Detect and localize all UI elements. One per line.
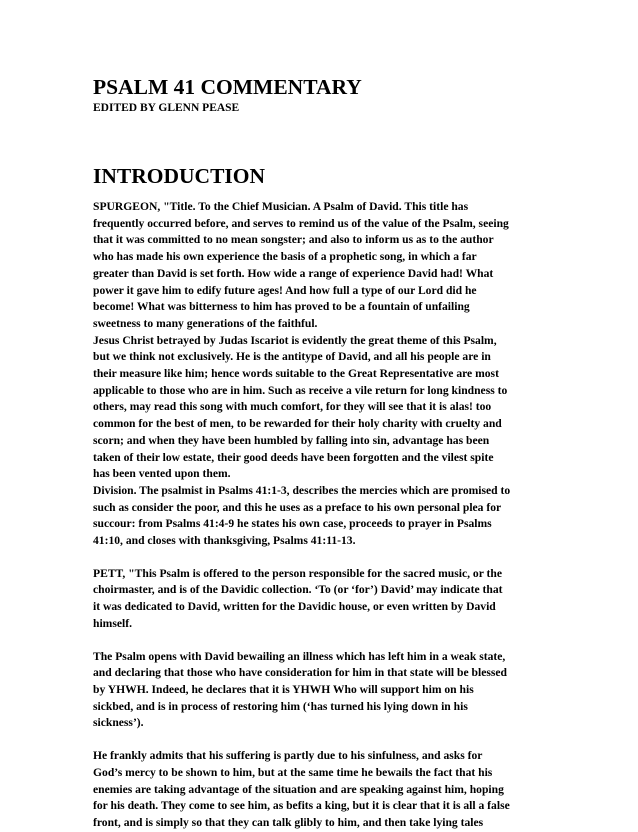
text-line: has been vented upon them. — [93, 467, 231, 481]
text-line: PETT, "This Psalm is offered to the person responsible for the sacred music, or the — [93, 566, 502, 580]
text-line: frequently occurred before, and serves to remind us of the value of the Psalm, seeing — [93, 216, 509, 230]
text-line: scorn; and when they have been humbled by falling into sin, advantage has been — [93, 433, 490, 447]
document-subtitle: EDITED BY GLENN PEASE — [93, 102, 240, 114]
text-line: Jesus Christ betrayed by Judas Iscariot is evidently the great theme of this Psalm, — [93, 333, 497, 347]
paragraph — [93, 483, 553, 550]
text-line: Division. The psalmist in Psalms 41:1-3, describes the mercies which are promised to — [93, 483, 511, 497]
section-heading-introduction: INTRODUCTION — [93, 164, 266, 188]
paragraph — [93, 199, 553, 333]
paragraph — [93, 649, 553, 733]
text-line: power it gave him to edify future ages! And how full a type of our Lord did he — [93, 283, 477, 297]
document-body — [93, 199, 553, 832]
text-line: that it was committed to no mean songster; and also to inform us as to the author — [93, 233, 494, 247]
text-line: enemies are taking advantage of the situation and are speaking against him, hoping — [93, 782, 504, 796]
text-line: SPURGEON, "Title. To the Chief Musician. A Psalm of David. This title has — [93, 200, 469, 213]
text-line: for his death. They come to see him, as befits a king, but it is clear that it is all a false — [93, 799, 510, 813]
text-line: 41:10, and closes with thanksgiving, Psalms 41:11-13. — [93, 534, 356, 548]
text-line: common for the best of men, to be rewarded for their holy charity with cruelty and — [93, 417, 502, 431]
paragraph — [93, 748, 553, 832]
text-line: become! What was bitterness to him has proved to be a fountain of unfailing — [93, 300, 470, 314]
text-line: God’s mercy to be shown to him, but at the same time he bewails the fact that his — [93, 765, 493, 779]
text-line: front, and is simply so that they can talk glibly to him, and then take lying tales — [93, 815, 484, 829]
text-line: succour: from Psalms 41:4-9 he states his own case, proceeds to prayer in Psalms — [93, 517, 492, 531]
text-line: applicable to those who are in him. Such as receive a vile return for long kindness to — [93, 383, 508, 397]
paragraph — [93, 566, 553, 633]
text-line: who has made his own experience the basis of a prophetic song, in which a far — [93, 250, 477, 264]
text-line: sickbed, and is in process of restoring him (‘has turned his lying down in his — [93, 699, 468, 713]
text-line: taken of their low estate, their good deeds have been forgotten and the vilest spite — [93, 450, 494, 464]
paragraph — [93, 333, 553, 483]
text-line: and declaring that those who have consideration for him in that state will be blessed — [93, 666, 507, 680]
text-line: He frankly admits that his suffering is partly due to his sinfulness, and asks for — [93, 749, 483, 763]
text-line: such as consider the poor, and this he uses as a preface to his own personal plea for — [93, 500, 502, 514]
text-line: others, may read this song with much comfort, for they will see that it is alas! too — [93, 400, 492, 414]
text-line: but we think not exclusively. He is the antitype of David, and all his people are in — [93, 350, 491, 364]
text-line: choirmaster, and is of the Davidic collection. ‘To (or ‘for’) David’ may indicate that — [93, 583, 503, 597]
text-line: himself. — [93, 616, 132, 630]
document-title: PSALM 41 COMMENTARY — [93, 75, 362, 99]
text-line: it was dedicated to David, written for the Davidic house, or even written by David — [93, 600, 496, 614]
document-page — [93, 74, 553, 832]
text-line: sweetness to many generations of the faithful. — [93, 316, 318, 330]
text-line: sickness’). — [93, 716, 144, 730]
text-line: by YHWH. Indeed, he declares that it is YHWH Who will support him on his — [93, 682, 474, 696]
text-line: their measure like him; hence words suitable to the Great Representative are most — [93, 367, 499, 381]
text-line: greater than David is set forth. How wide a range of experience David had! What — [93, 266, 494, 280]
text-line: The Psalm opens with David bewailing an illness which has left him in a weak state, — [93, 649, 506, 663]
